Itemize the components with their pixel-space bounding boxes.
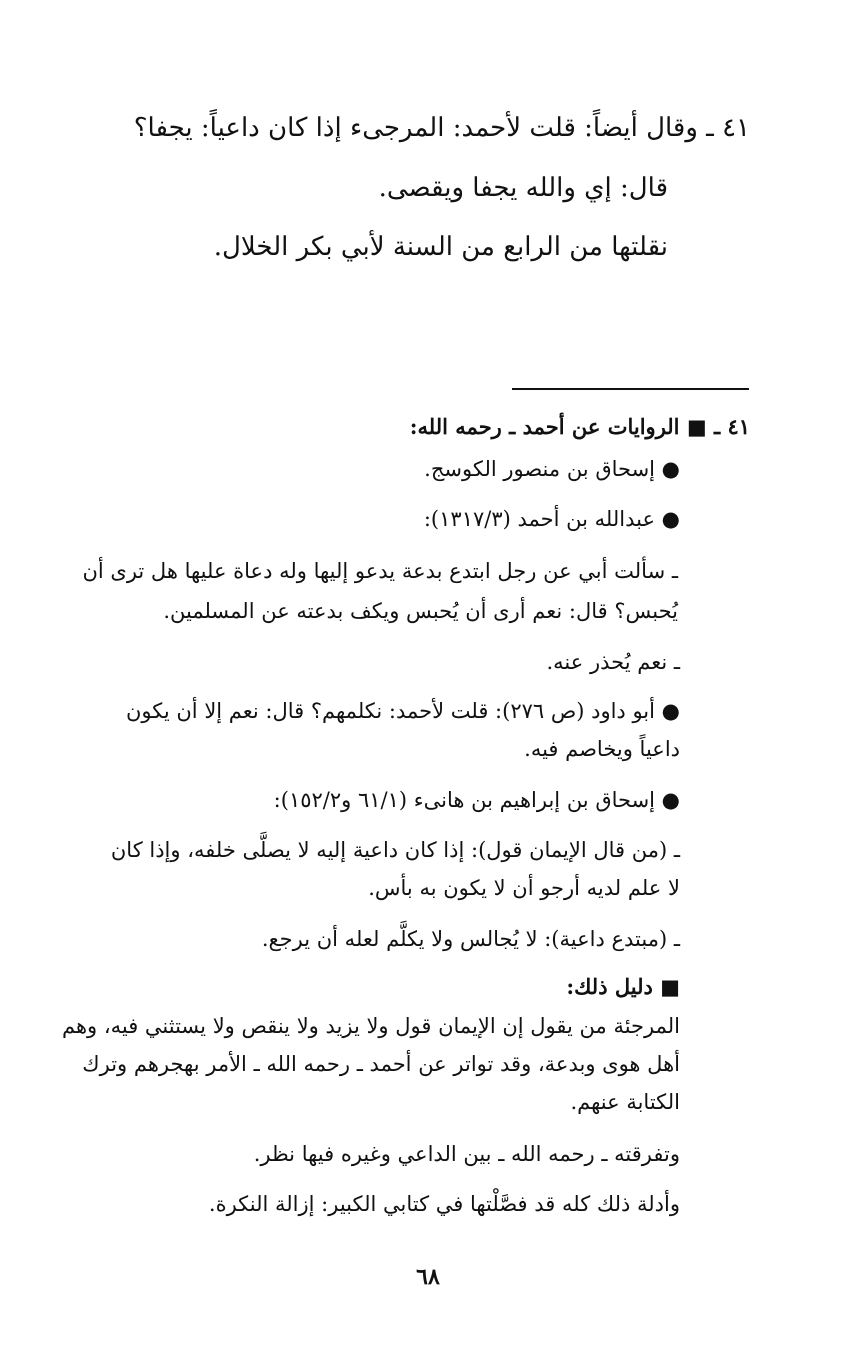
footnote-separator bbox=[512, 388, 749, 390]
evidence-line-5: وأدلة ذلك كله قد فصَّلْتها في كتابي الكبير: إزالة النكرة. bbox=[208, 1192, 680, 1216]
evidence-line-3: الكتابة عنهم. bbox=[570, 1090, 680, 1114]
main-text-line-3: نقلتها من الرابع من السنة لأبي بكر الخلال. bbox=[213, 232, 668, 262]
evidence-line-4: وتفرقته ـ رحمه الله ـ بين الداعي وغيره فيها نظر. bbox=[253, 1142, 680, 1166]
footnote-source-3-line-2: داعياً ويخاصم فيه. bbox=[524, 737, 680, 761]
footnote-question-1-line-2: يُحبس؟ قال: نعم أرى أن يُحبس ويكف بدعته عن المسلمين. bbox=[163, 599, 678, 623]
footnote-question-4: ـ (مبتدع داعية): لا يُجالس ولا يكلَّم لعله أن يرجع. bbox=[261, 927, 680, 951]
footnote-source-3-line-1: ● أبو داود (ص ٢٧٦): قلت لأحمد: نكلمهم؟ قال: نعم إلا أن يكون bbox=[126, 699, 680, 723]
footnote-heading: ٤١ ـ ■ الروايات عن أحمد ـ رحمه الله: bbox=[409, 414, 750, 439]
footnote-source-2: ● عبدالله بن أحمد (١٣١٧/٣): bbox=[423, 507, 680, 531]
footnote-question-3-line-1: ـ (من قال الإيمان قول): إذا كان داعية إليه لا يصلَّى خلفه، وإذا كان bbox=[110, 838, 680, 862]
main-text-line-2: قال: إي والله يجفا ويقصى. bbox=[378, 173, 668, 203]
page-number: ٦٨ bbox=[416, 1264, 440, 1290]
footnote-source-4: ● إسحاق بن إبراهيم بن هانىء (٦١/١ و١٥٢/٢): bbox=[273, 788, 680, 812]
evidence-line-2: أهل هوى وبدعة، وقد تواتر عن أحمد ـ رحمه الله ـ الأمر بهجرهم وترك bbox=[82, 1052, 680, 1076]
footnote-source-1: ● إسحاق بن منصور الكوسج. bbox=[424, 457, 680, 481]
evidence-heading: ■ دليل ذلك: bbox=[566, 974, 680, 999]
footnote-question-1-line-1: ـ سألت أبي عن رجل ابتدع بدعة يدعو إليها وله دعاة عليها هل ترى أن bbox=[82, 559, 678, 583]
footnote-question-3-line-2: لا علم لديه أرجو أن لا يكون به بأس. bbox=[368, 876, 680, 900]
evidence-line-1: المرجئة من يقول إن الإيمان قول ولا يزيد ولا ينقص ولا يستثني فيه، وهم bbox=[61, 1014, 680, 1038]
main-text-line-1: ٤١ ـ وقال أيضاً: قلت لأحمد: المرجىء إذا كان داعياً: يجفا؟ bbox=[133, 113, 750, 143]
footnote-question-2: ـ نعم يُحذر عنه. bbox=[546, 650, 680, 674]
